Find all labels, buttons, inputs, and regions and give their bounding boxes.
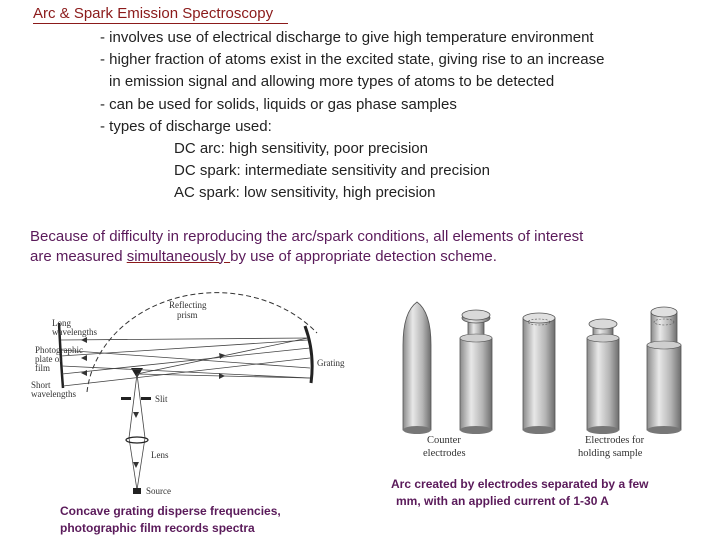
label-short: Short (31, 380, 51, 390)
label-reflecting: Reflecting (169, 300, 207, 310)
label-holding-sample: holding sample (578, 448, 643, 459)
label-long-wavelengths: wavelengths (52, 327, 97, 337)
discharge-dc-arc: DC arc: high sensitivity, poor precision (174, 140, 428, 158)
label-photographic: Photographic (35, 345, 83, 355)
grating (305, 326, 312, 383)
spectrograph-caption-line-2: photographic film records spectra (60, 521, 255, 535)
spectrograph-caption-line-1: Concave grating disperse frequencies, (60, 504, 281, 518)
label-electrodes-for: Electrodes for (585, 435, 645, 446)
discharge-ac-spark: AC spark: low sensitivity, high precision (174, 184, 436, 202)
spectrograph-diagram (25, 278, 355, 503)
underlined-term: simultaneously (126, 247, 231, 265)
label-counter: Counter (427, 435, 461, 446)
bullet-2-continuation: in emission signal and allowing more types of atoms to be detected (109, 73, 555, 91)
electrodes-caption-line-1: Arc created by electrodes separated by a few (391, 477, 649, 491)
counter-electrode (403, 302, 431, 434)
source (133, 488, 141, 494)
electrodes-diagram (395, 290, 695, 470)
page-title: Arc & Spark Emission Spectroscopy (33, 5, 274, 22)
paragraph-line-2-end: by use of appropriate detection scheme. (230, 247, 497, 265)
label-plate-or: plate or (35, 354, 63, 364)
label-short-wavelengths: wavelengths (31, 389, 76, 399)
bullet-3: - can be used for solids, liquids or gas phase samples (100, 95, 457, 113)
label-counter-electrodes: electrodes (423, 448, 466, 459)
paragraph-line-2-start: are measured (30, 247, 127, 265)
slit (121, 397, 131, 400)
title-underline (33, 23, 288, 24)
sample-electrode-4 (647, 307, 681, 434)
bullet-4: - types of discharge used: (100, 117, 272, 135)
spectrograph-caption (60, 503, 281, 537)
label-slit: Slit (155, 394, 168, 404)
bullet-list (100, 27, 700, 205)
label-source: Source (146, 486, 171, 496)
bullet-1: - involves use of electrical discharge to give high temperature environment (100, 29, 594, 46)
paragraph-line-2 (30, 247, 690, 267)
electrodes-caption (391, 476, 648, 510)
light-rays (61, 338, 310, 490)
label-lens: Lens (151, 450, 169, 460)
sample-electrode-2 (523, 313, 555, 434)
label-film: film (35, 363, 50, 373)
paragraph-line-1: Because of difficulty in reproducing the arc/spark conditions, all elements of interest (30, 228, 584, 245)
bullet-2: - higher fraction of atoms exist in the excited state, giving rise to an increase (100, 51, 605, 69)
label-prism: prism (177, 310, 198, 320)
detection-paragraph (30, 227, 690, 266)
discharge-dc-spark: DC spark: intermediate sensitivity and precision (174, 162, 490, 180)
sample-electrode-3 (587, 319, 619, 434)
sample-electrode-1 (460, 310, 492, 434)
label-grating: Grating (317, 358, 345, 368)
label-long: Long (52, 318, 71, 328)
electrodes-caption-line-2: mm, with an applied current of 1-30 A (396, 494, 609, 508)
